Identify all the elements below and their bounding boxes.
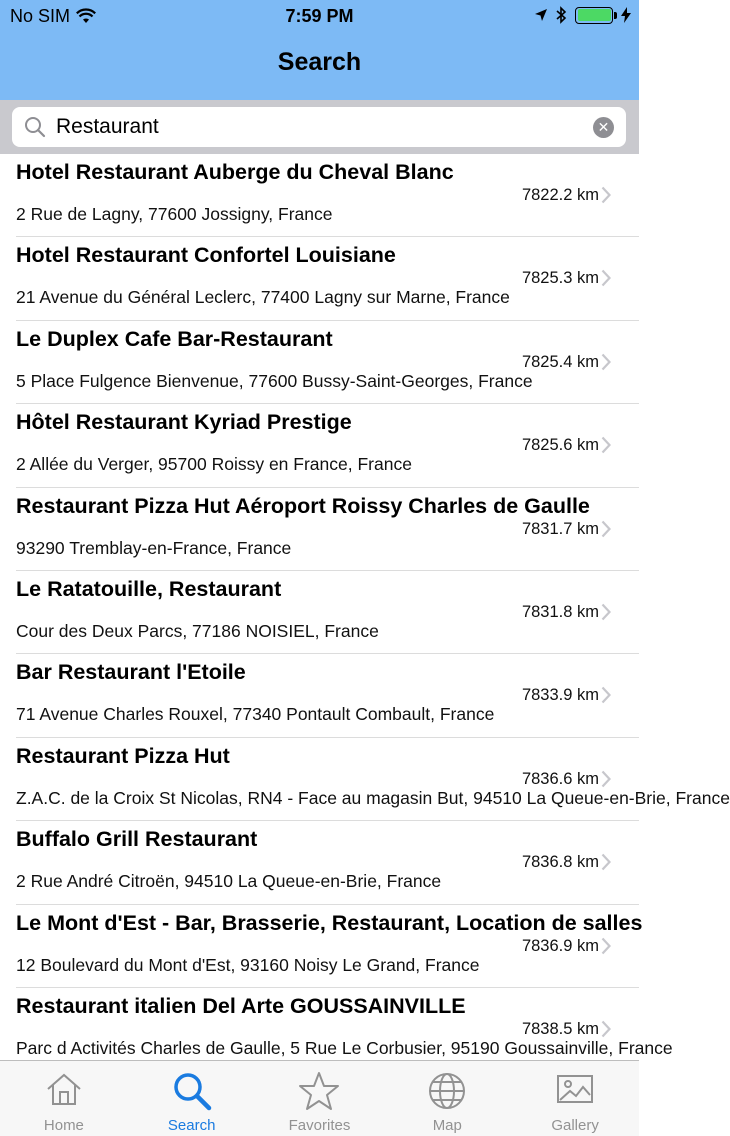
chevron-right-icon — [601, 603, 611, 621]
chevron-right-icon — [601, 186, 611, 204]
chevron-right-icon — [601, 436, 611, 454]
item-distance: 7833.9 km — [521, 686, 599, 705]
item-title: Hotel Restaurant Confortel Louisiane — [16, 243, 396, 268]
item-distance: 7836.6 km — [521, 769, 599, 788]
item-distance: 7825.6 km — [521, 436, 599, 455]
list-item[interactable] — [16, 738, 730, 821]
clear-icon[interactable]: ✕ — [593, 117, 614, 138]
status-time: 7:59 PM — [285, 6, 354, 26]
item-title: Hôtel Restaurant Kyriad Prestige — [16, 410, 352, 435]
chevron-right-icon — [601, 1020, 611, 1038]
magnifier-icon — [24, 116, 46, 138]
star-icon — [298, 1071, 340, 1111]
item-title: Le Ratatouille, Restaurant — [16, 576, 282, 601]
item-address: 21 Avenue du Général Leclerc, 77400 Lagny sur Marne, France — [16, 287, 510, 308]
status-bar — [0, 0, 639, 34]
list-item[interactable] — [16, 571, 639, 654]
list-item[interactable] — [16, 488, 639, 571]
list-item[interactable] — [16, 321, 639, 404]
bluetooth-icon — [556, 6, 567, 24]
search-field[interactable] — [12, 107, 626, 147]
page-title: Search — [277, 48, 362, 76]
item-address: 5 Place Fulgence Bienvenue, 77600 Bussy-Saint-Georges, France — [16, 370, 533, 391]
list-item[interactable] — [16, 905, 643, 988]
item-title: Le Duplex Cafe Bar-Restaurant — [16, 326, 333, 351]
chevron-right-icon — [601, 353, 611, 371]
search-input[interactable] — [56, 112, 576, 142]
chevron-right-icon — [601, 269, 611, 287]
item-address: 93290 Tremblay-en-France, France — [16, 537, 292, 558]
tab-map[interactable] — [383, 1061, 511, 1136]
carrier-label: No SIM — [10, 6, 71, 26]
image-icon — [555, 1071, 595, 1107]
item-title: Restaurant Pizza Hut Aéroport Roissy Charles de Gaulle — [16, 493, 590, 518]
item-distance: 7822.2 km — [521, 186, 599, 204]
list-item[interactable] — [16, 154, 639, 237]
home-icon — [44, 1071, 84, 1107]
item-address: 2 Rue André Citroën, 94510 La Queue-en-Brie, France — [16, 871, 442, 892]
tab-label: Map — [432, 1117, 462, 1134]
item-distance: 7825.3 km — [521, 269, 599, 288]
item-address: 71 Avenue Charles Rouxel, 77340 Pontault Combault, France — [16, 704, 495, 725]
tab-search[interactable] — [128, 1061, 256, 1136]
item-distance: 7838.5 km — [521, 1019, 599, 1038]
chevron-right-icon — [601, 937, 611, 955]
location-arrow-icon — [534, 8, 548, 22]
tab-gallery[interactable] — [511, 1061, 639, 1136]
chevron-right-icon — [601, 686, 611, 704]
item-title: Hotel Restaurant Auberge du Cheval Blanc — [16, 160, 454, 184]
item-title: Bar Restaurant l'Etoile — [16, 660, 246, 685]
item-title: Buffalo Grill Restaurant — [16, 827, 258, 852]
item-distance: 7825.4 km — [521, 352, 599, 371]
item-distance: 7836.8 km — [521, 853, 599, 872]
item-address: Parc d Activités Charles de Gaulle, 5 Rue Le Corbusier, 95190 Goussainville, France — [16, 1037, 673, 1058]
tab-label: Search — [167, 1117, 216, 1134]
tab-label: Gallery — [551, 1117, 599, 1134]
item-distance: 7836.9 km — [521, 936, 599, 955]
header — [0, 0, 639, 100]
item-address: Cour des Deux Parcs, 77186 NOISIEL, France — [16, 620, 379, 641]
search-bar — [0, 100, 639, 154]
battery-icon — [575, 7, 613, 24]
list-item[interactable] — [16, 654, 639, 737]
item-title: Restaurant Pizza Hut — [16, 743, 230, 768]
tab-label: Home — [43, 1117, 84, 1134]
globe-icon — [427, 1071, 467, 1111]
item-address: 2 Rue de Lagny, 77600 Jossigny, France — [16, 204, 333, 224]
chevron-right-icon — [601, 520, 611, 538]
item-title: Restaurant italien Del Arte GOUSSAINVILLE — [16, 993, 466, 1018]
tab-home[interactable] — [0, 1061, 128, 1136]
item-address: Z.A.C. de la Croix St Nicolas, RN4 - Face au magasin But, 94510 La Queue-en-Brie, France — [16, 787, 730, 808]
list-item[interactable] — [16, 821, 639, 904]
charging-icon — [621, 7, 631, 23]
item-distance: 7831.7 km — [521, 519, 599, 538]
chevron-right-icon — [601, 853, 611, 871]
list-item[interactable] — [16, 404, 639, 487]
status-right — [534, 6, 631, 24]
tab-favorites[interactable] — [256, 1061, 384, 1136]
item-address: 12 Boulevard du Mont d'Est, 93160 Noisy Le Grand, France — [16, 954, 480, 975]
list-item[interactable] — [16, 988, 673, 1071]
chevron-right-icon — [601, 770, 611, 788]
item-title: Le Mont d'Est - Bar, Brasserie, Restaurant, Location de salles — [16, 910, 643, 935]
tab-bar — [0, 1060, 639, 1136]
item-distance: 7831.8 km — [521, 602, 599, 621]
results-list — [0, 154, 730, 1060]
list-item[interactable] — [16, 237, 639, 320]
item-address: 2 Allée du Verger, 95700 Roissy en France, France — [16, 454, 412, 475]
tab-label: Favorites — [288, 1117, 351, 1134]
search-icon — [171, 1071, 213, 1111]
